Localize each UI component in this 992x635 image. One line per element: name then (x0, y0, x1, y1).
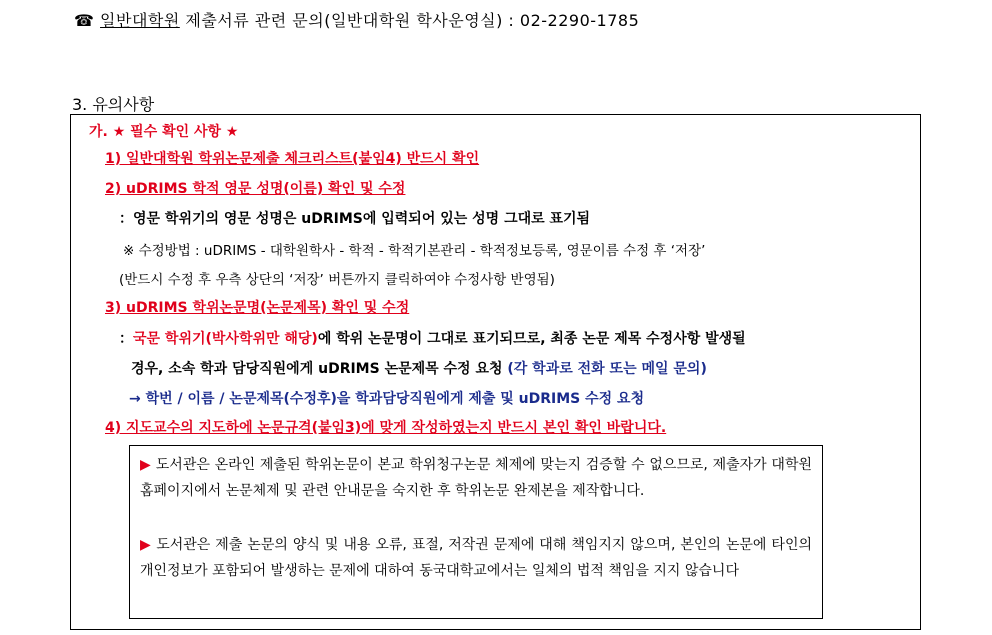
section-title: 3. 유의사항 (72, 95, 155, 114)
item-4: 4) 지도교수의 지도하에 논문규격(붙임3)에 맞게 작성하였는지 반드시 본인 확인 바랍니다. (105, 420, 667, 436)
star-icon: ★ (112, 124, 126, 140)
item-3-contact-text: (각 학과로 전화 또는 메일 문의) (507, 361, 707, 377)
star-icon: ★ (225, 124, 239, 140)
item-3-red-text: 국문 학위기(박사학위만 해당) (133, 331, 318, 347)
item-3-detail-1 (119, 328, 746, 348)
library-notice-1 (140, 452, 812, 504)
contact-graduate-school: 일반대학원 (100, 11, 180, 30)
item-3: 3) uDRIMS 학위논문명(논문제목) 확인 및 수정 (105, 300, 410, 316)
contact-details: 제출서류 관련 문의(일반대학원 학사운영실) : 02-2290-1785 (179, 11, 640, 30)
item-2: 2) uDRIMS 학적 영문 성명(이름) 확인 및 수정 (105, 181, 406, 197)
item-2-note: (반드시 수정 후 우측 상단의 ‘저장’ 버튼까지 클릭하여야 수정사항 반영됨) (119, 272, 555, 288)
triangle-bullet-icon: ▶ (140, 537, 152, 553)
item-3-colon: ： (119, 331, 133, 347)
notice-box (70, 114, 921, 630)
library-notice-2 (140, 532, 812, 584)
contact-line (74, 8, 639, 31)
triangle-bullet-icon: ▶ (140, 457, 152, 473)
item-3-request-text: 경우, 소속 학과 담당직원에게 uDRIMS 논문제목 수정 요청 (131, 361, 508, 377)
heading-text: 필수 확인 사항 (125, 124, 226, 140)
library-notice-box (129, 445, 823, 619)
item-3-detail-2 (131, 358, 707, 378)
item-1: 1) 일반대학원 학위논문제출 체크리스트(붙임4) 반드시 확인 (105, 151, 480, 167)
heading-prefix: 가. (89, 124, 108, 140)
phone-icon: ☎ (74, 11, 95, 30)
library-notice-2-text: 도서관은 제출 논문의 양식 및 내용 오류, 표절, 저작권 문제에 대해 책임지지 않으며, 본인의 논문에 타인의 개인정보가 포함되어 발생하는 문제에 대하여 동국대학교에서는 일체의 법적 책임을 지지 않습니다 (140, 537, 812, 579)
item-2-detail: ：영문 학위기의 영문 성명은 uDRIMS에 입력되어 있는 성명 그대로 표기됨 (119, 211, 591, 227)
item-3-detail-3: → 학번 / 이름 / 논문제목(수정후)을 학과담당직원에게 제출 및 uDRIMS 수정 요청 (129, 391, 645, 407)
item-3-rest-text: 에 학위 논문명이 그대로 표기되므로, 최종 논문 제목 수정사항 발생될 (317, 331, 746, 347)
library-notice-1-text: 도서관은 온라인 제출된 학위논문이 본교 학위청구논문 체제에 맞는지 검증할 수 없으므로, 제출자가 대학원 홈페이지에서 논문체제 및 관련 안내문을 숙지한 후 학위논문 완제본을 제작합니다. (140, 457, 812, 499)
box-heading (89, 121, 238, 141)
item-2-method: ※ 수정방법 : uDRIMS - 대학원학사 - 학적 - 학적기본관리 - 학적정보등록, 영문이름 수정 후 ‘저장’ (123, 243, 706, 259)
